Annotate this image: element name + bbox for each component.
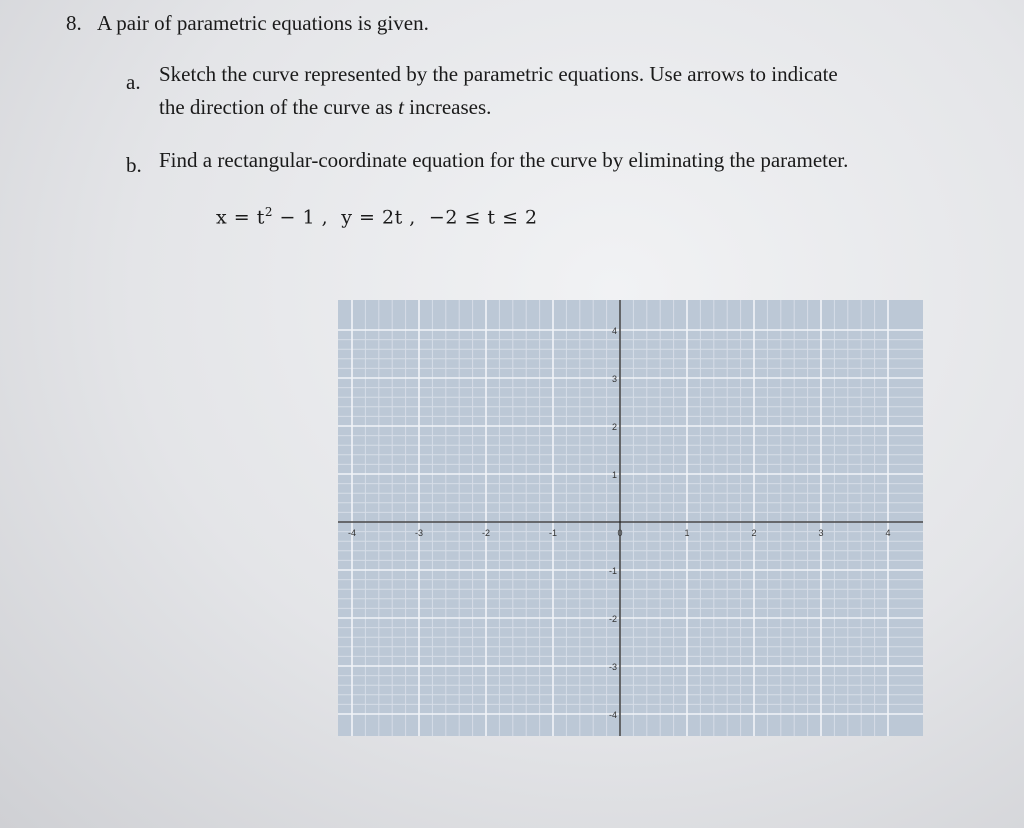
part-a-line2-prefix: the direction of the curve as <box>159 95 399 119</box>
parameter-variable: t <box>398 95 404 119</box>
x-tick-label: 1 <box>684 528 690 538</box>
x-equation-rest: − 1 , <box>273 206 329 229</box>
x-tick-label: 4 <box>885 528 891 538</box>
y-tick-label: 4 <box>611 326 617 336</box>
grid-svg <box>338 300 923 736</box>
x-exponent: 2 <box>264 205 273 219</box>
x-tick-label: -4 <box>347 528 357 538</box>
y-tick-label: -1 <box>608 566 617 576</box>
coordinate-grid[interactable] <box>338 300 923 736</box>
question-stem: A pair of parametric equations is given. <box>97 11 429 35</box>
y-tick-label: -2 <box>608 614 617 624</box>
x-tick-label: 0 <box>617 528 623 538</box>
x-tick-label: -1 <box>548 528 558 538</box>
part-b-marker: b. <box>126 153 142 177</box>
y-equation: y = 2t , <box>341 206 416 229</box>
x-equation: x = t <box>216 206 265 229</box>
parametric-equations <box>216 205 538 228</box>
y-tick-label: 1 <box>611 470 617 480</box>
y-tick-label: -3 <box>608 662 617 672</box>
parameter-range: −2 ≤ t ≤ 2 <box>428 206 538 229</box>
y-tick-label: -4 <box>608 710 617 720</box>
x-tick-label: 3 <box>818 528 824 538</box>
part-a-instruction-line2 <box>159 95 491 120</box>
y-tick-label: 2 <box>611 422 617 432</box>
part-a-line2-suffix: increases. <box>403 95 492 119</box>
grid-background <box>338 300 923 736</box>
x-tick-label: -2 <box>481 528 491 538</box>
y-tick-label: 3 <box>611 374 617 384</box>
part-a-marker: a. <box>126 70 141 94</box>
part-a-instruction-line1: Sketch the curve represented by the parametric equations. Use arrows to indicate <box>159 62 838 86</box>
part-b-instruction: Find a rectangular-coordinate equation for the curve by eliminating the parameter. <box>159 148 849 172</box>
x-tick-label: 2 <box>751 528 757 538</box>
question-number: 8. <box>66 11 82 35</box>
x-tick-label: -3 <box>414 528 424 538</box>
